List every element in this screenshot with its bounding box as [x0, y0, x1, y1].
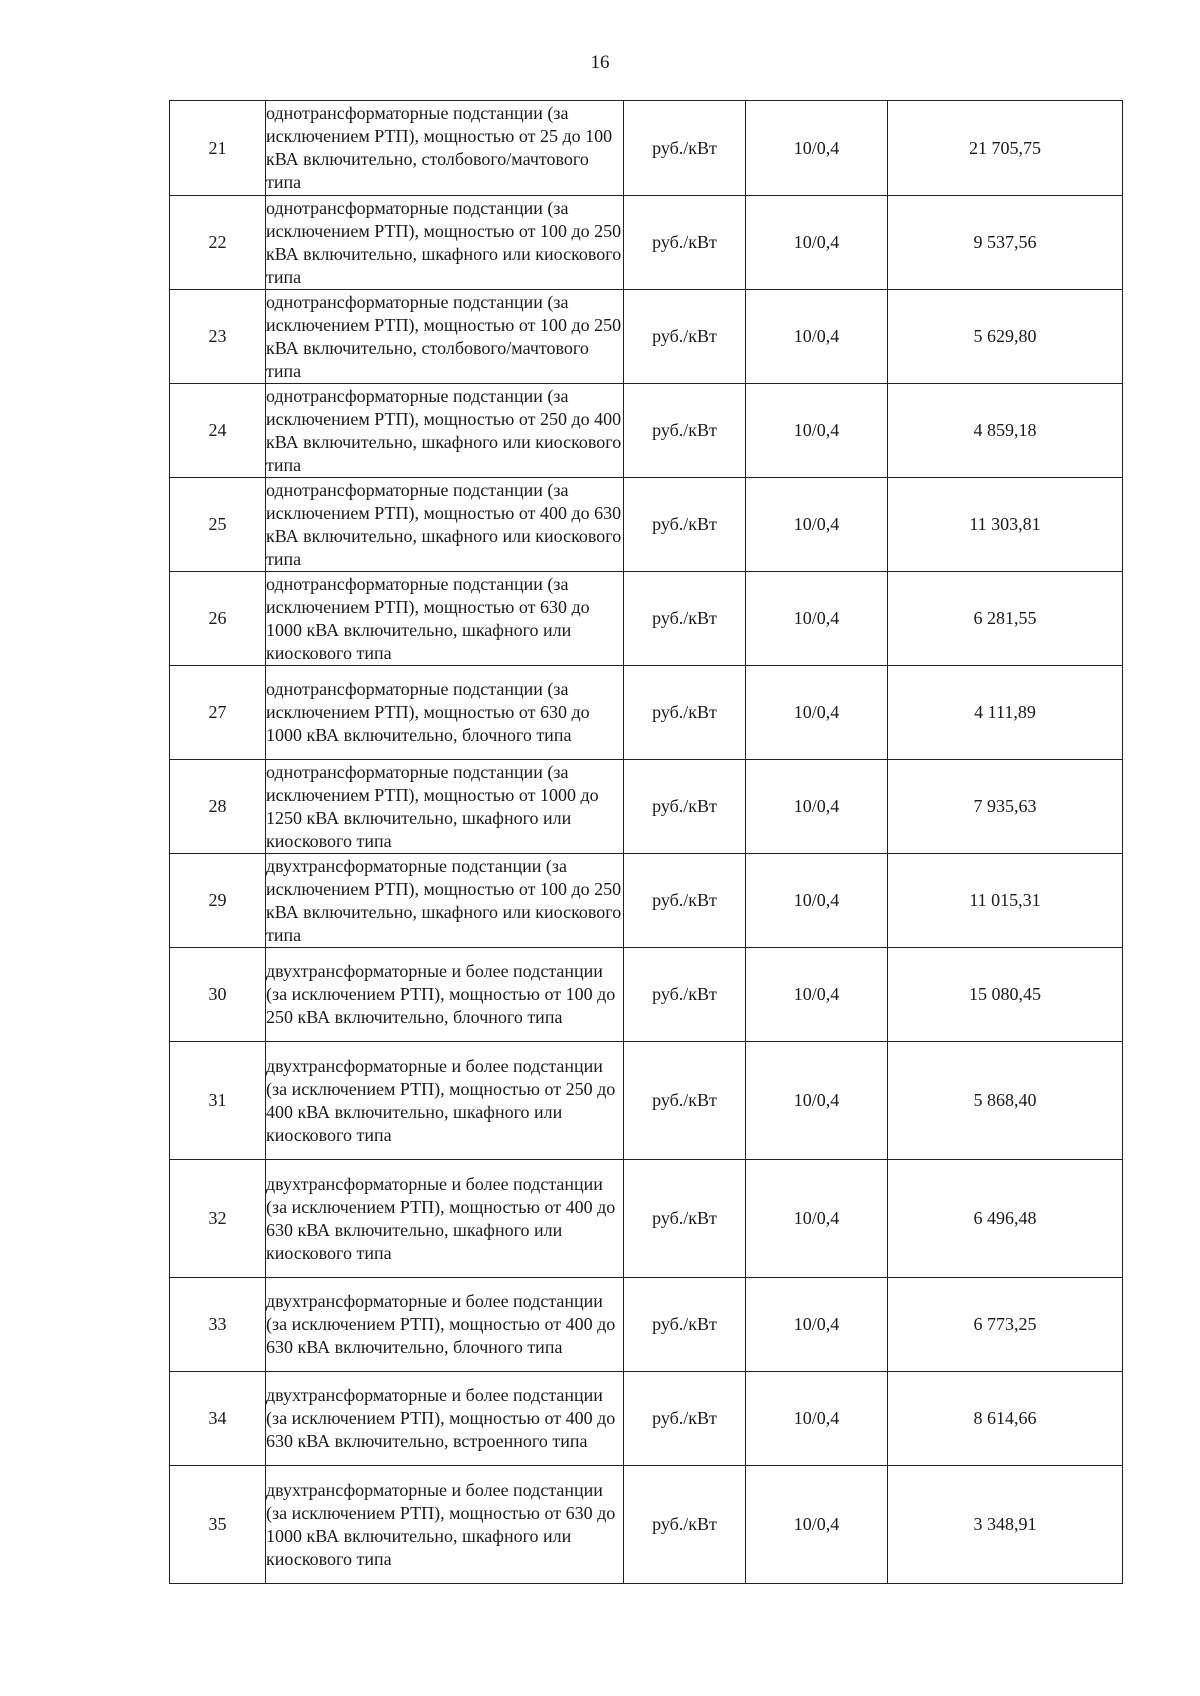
- row-number: 35: [170, 1466, 266, 1584]
- row-voltage: 10/0,4: [746, 290, 888, 384]
- row-value: 8 614,66: [888, 1372, 1123, 1466]
- row-value: 4 111,89: [888, 666, 1123, 760]
- table-row: [170, 854, 1123, 948]
- row-number: 23: [170, 290, 266, 384]
- row-number: 21: [170, 101, 266, 196]
- row-description: двухтрансформаторные и более подстанции (за исключением РТП), мощностью от 630 до 1000 кВА включительно, шкафного или киоскового типа: [266, 1466, 624, 1584]
- row-description: двухтрансформаторные и более подстанции (за исключением РТП), мощностью от 400 до 630 кВА включительно, шкафного или киоскового типа: [266, 1160, 624, 1278]
- row-voltage: 10/0,4: [746, 1042, 888, 1160]
- row-number: 27: [170, 666, 266, 760]
- row-voltage: 10/0,4: [746, 572, 888, 666]
- row-value: 11 015,31: [888, 854, 1123, 948]
- row-description: однотрансформаторные подстанции (за исключением РТП), мощностью от 100 до 250 кВА включительно, шкафного или киоскового типа: [266, 196, 624, 290]
- row-description: однотрансформаторные подстанции (за исключением РТП), мощностью от 400 до 630 кВА включительно, шкафного или киоскового типа: [266, 478, 624, 572]
- row-value: 21 705,75: [888, 101, 1123, 196]
- row-number: 34: [170, 1372, 266, 1466]
- table-row: [170, 478, 1123, 572]
- row-voltage: 10/0,4: [746, 948, 888, 1042]
- row-number: 32: [170, 1160, 266, 1278]
- row-description: двухтрансформаторные и более подстанции (за исключением РТП), мощностью от 100 до 250 кВА включительно, блочного типа: [266, 948, 624, 1042]
- row-unit: руб./кВт: [624, 1042, 746, 1160]
- tariff-table-body: [170, 101, 1123, 1584]
- row-description: однотрансформаторные подстанции (за исключением РТП), мощностью от 1000 до 1250 кВА включительно, шкафного или киоскового типа: [266, 760, 624, 854]
- row-voltage: 10/0,4: [746, 1372, 888, 1466]
- row-voltage: 10/0,4: [746, 1160, 888, 1278]
- row-unit: руб./кВт: [624, 1278, 746, 1372]
- row-number: 25: [170, 478, 266, 572]
- row-description: однотрансформаторные подстанции (за исключением РТП), мощностью от 630 до 1000 кВА включительно, блочного типа: [266, 666, 624, 760]
- row-voltage: 10/0,4: [746, 478, 888, 572]
- table-row: [170, 572, 1123, 666]
- row-value: 7 935,63: [888, 760, 1123, 854]
- row-description: однотрансформаторные подстанции (за исключением РТП), мощностью от 630 до 1000 кВА включительно, шкафного или киоскового типа: [266, 572, 624, 666]
- tariff-table: [169, 100, 1123, 1584]
- table-row: [170, 384, 1123, 478]
- row-voltage: 10/0,4: [746, 384, 888, 478]
- row-description: двухтрансформаторные и более подстанции (за исключением РТП), мощностью от 250 до 400 кВА включительно, шкафного или киоскового типа: [266, 1042, 624, 1160]
- row-unit: руб./кВт: [624, 948, 746, 1042]
- table-row: [170, 1042, 1123, 1160]
- table-row: [170, 666, 1123, 760]
- row-voltage: 10/0,4: [746, 1278, 888, 1372]
- row-unit: руб./кВт: [624, 478, 746, 572]
- row-unit: руб./кВт: [624, 101, 746, 196]
- row-voltage: 10/0,4: [746, 666, 888, 760]
- table-row: [170, 948, 1123, 1042]
- row-unit: руб./кВт: [624, 196, 746, 290]
- row-description: двухтрансформаторные и более подстанции (за исключением РТП), мощностью от 400 до 630 кВА включительно, встроенного типа: [266, 1372, 624, 1466]
- row-voltage: 10/0,4: [746, 196, 888, 290]
- row-value: 9 537,56: [888, 196, 1123, 290]
- row-description: двухтрансформаторные подстанции (за исключением РТП), мощностью от 100 до 250 кВА включительно, шкафного или киоскового типа: [266, 854, 624, 948]
- table-row: [170, 290, 1123, 384]
- row-unit: руб./кВт: [624, 1466, 746, 1584]
- row-unit: руб./кВт: [624, 760, 746, 854]
- row-number: 31: [170, 1042, 266, 1160]
- row-description: однотрансформаторные подстанции (за исключением РТП), мощностью от 25 до 100 кВА включительно, столбового/мачтового типа: [266, 101, 624, 196]
- row-description: двухтрансформаторные и более подстанции (за исключением РТП), мощностью от 400 до 630 кВА включительно, блочного типа: [266, 1278, 624, 1372]
- row-voltage: 10/0,4: [746, 760, 888, 854]
- row-voltage: 10/0,4: [746, 101, 888, 196]
- row-voltage: 10/0,4: [746, 1466, 888, 1584]
- row-number: 26: [170, 572, 266, 666]
- row-value: 5 629,80: [888, 290, 1123, 384]
- row-value: 6 281,55: [888, 572, 1123, 666]
- row-description: однотрансформаторные подстанции (за исключением РТП), мощностью от 100 до 250 кВА включительно, столбового/мачтового типа: [266, 290, 624, 384]
- row-number: 29: [170, 854, 266, 948]
- table-row: [170, 196, 1123, 290]
- row-description: однотрансформаторные подстанции (за исключением РТП), мощностью от 250 до 400 кВА включительно, шкафного или киоскового типа: [266, 384, 624, 478]
- row-unit: руб./кВт: [624, 290, 746, 384]
- row-value: 3 348,91: [888, 1466, 1123, 1584]
- row-unit: руб./кВт: [624, 854, 746, 948]
- table-row: [170, 1160, 1123, 1278]
- row-value: 5 868,40: [888, 1042, 1123, 1160]
- row-value: 4 859,18: [888, 384, 1123, 478]
- table-row: [170, 760, 1123, 854]
- row-unit: руб./кВт: [624, 1372, 746, 1466]
- row-value: 15 080,45: [888, 948, 1123, 1042]
- page-number: 16: [590, 52, 610, 73]
- row-unit: руб./кВт: [624, 572, 746, 666]
- row-value: 6 496,48: [888, 1160, 1123, 1278]
- row-value: 6 773,25: [888, 1278, 1123, 1372]
- table-row: [170, 1466, 1123, 1584]
- table-row: [170, 1372, 1123, 1466]
- row-number: 30: [170, 948, 266, 1042]
- table-row: [170, 101, 1123, 196]
- row-unit: руб./кВт: [624, 666, 746, 760]
- row-voltage: 10/0,4: [746, 854, 888, 948]
- row-number: 28: [170, 760, 266, 854]
- row-unit: руб./кВт: [624, 1160, 746, 1278]
- row-number: 22: [170, 196, 266, 290]
- row-number: 33: [170, 1278, 266, 1372]
- row-value: 11 303,81: [888, 478, 1123, 572]
- row-number: 24: [170, 384, 266, 478]
- row-unit: руб./кВт: [624, 384, 746, 478]
- table-row: [170, 1278, 1123, 1372]
